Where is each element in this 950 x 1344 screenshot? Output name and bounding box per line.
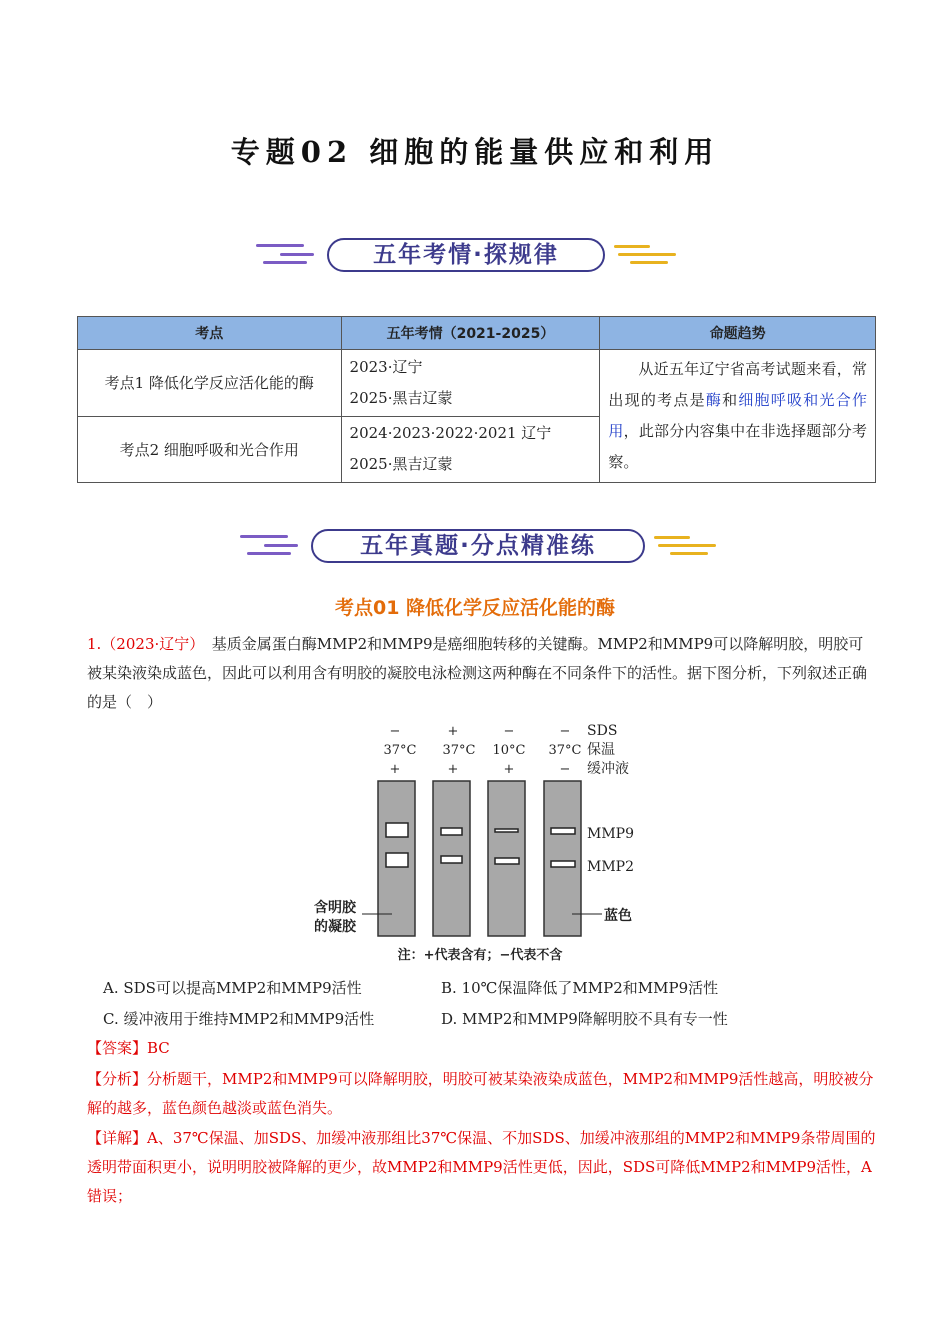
table-row xyxy=(78,350,876,417)
exam-year: 2023·辽宁 xyxy=(349,357,423,376)
fig-buffer-sign: + xyxy=(389,762,401,777)
trend-highlight: 细胞呼吸和光合作用 xyxy=(608,391,867,440)
exam-overview-table xyxy=(77,316,876,483)
banner-decor-line xyxy=(280,253,314,256)
trend-text: 从近五年辽宁省高考试题来看，常出现的考点是 xyxy=(608,360,867,409)
banner-decor-line xyxy=(240,535,288,538)
band-mmp9 xyxy=(551,828,575,834)
banner-decor-line xyxy=(630,261,668,264)
banner-practice xyxy=(0,527,950,567)
fig-note: 注：+代表含有；−代表不含 xyxy=(397,948,563,963)
fig-row-label: SDS xyxy=(587,723,618,739)
banner-decor-line xyxy=(247,552,291,555)
question-stem xyxy=(87,630,877,717)
option-a: A. SDS可以提高MMP2和MMP9活性 xyxy=(103,979,362,997)
fig-buffer-sign: + xyxy=(503,762,515,777)
detail-label: 【详解】 xyxy=(87,1129,148,1147)
banner-decor-line xyxy=(618,253,676,256)
trend-cell xyxy=(600,350,876,483)
fig-band-label: MMP2 xyxy=(587,859,634,875)
table-header-row xyxy=(78,317,876,350)
fig-sds-sign: + xyxy=(447,724,459,739)
banner-decor-line xyxy=(670,552,708,555)
exam-year: 2024·2023·2022·2021 辽宁 xyxy=(349,424,552,443)
fig-temp: 37°C xyxy=(383,743,417,758)
fig-sds-sign: − xyxy=(559,724,571,739)
band-mmp2 xyxy=(441,856,462,863)
band-mmp2 xyxy=(551,861,575,867)
banner-decor-line xyxy=(654,536,690,539)
analysis-label: 【分析】 xyxy=(87,1070,148,1088)
exam-year: 2025·黑吉辽蒙 xyxy=(349,455,453,474)
answer: 【答案】BC xyxy=(87,1039,170,1057)
table-header-cell: 考点 xyxy=(78,317,342,350)
fig-band-label: MMP9 xyxy=(587,826,634,842)
fig-buffer-sign: + xyxy=(447,762,459,777)
band-mmp9 xyxy=(386,823,408,837)
fig-gel-label: 的凝胶 xyxy=(314,919,356,935)
banner-title: 五年考情·探规律 xyxy=(327,238,605,272)
exam-point-cell: 考点1 降低化学反应活化能的酶 xyxy=(78,350,342,417)
exam-point-cell: 考点2 细胞呼吸和光合作用 xyxy=(78,416,342,483)
banner-decor-line xyxy=(614,245,650,248)
banner-exam-overview xyxy=(0,236,950,276)
band-mmp2 xyxy=(386,853,408,867)
question-source: 1.（2023·辽宁） xyxy=(87,635,197,653)
analysis xyxy=(87,1065,877,1123)
exam-years-cell xyxy=(341,350,600,417)
fig-temp: 37°C xyxy=(442,743,476,758)
analysis-text: 分析题干，MMP2和MMP9可以降解明胶，明胶可被某染液染成蓝色，MMP2和MMP9活性越高，明胶被分解的越多，蓝色颜色越淡或蓝色消失。 xyxy=(87,1070,874,1117)
detail-text: A、37℃保温、加SDS、加缓冲液那组比37℃保温、不加SDS、加缓冲液那组的MMP2和MMP9条带周围的透明带面积更小，说明明胶被降解的更少，故MMP2和MMP9活性更低，因此，SDS可降低MMP2和MMP9活性，A错误； xyxy=(87,1129,876,1205)
fig-sds-sign: − xyxy=(503,724,515,739)
fig-buffer-sign: − xyxy=(559,762,571,777)
band-mmp9 xyxy=(495,829,518,832)
trend-text: 和 xyxy=(722,391,739,409)
gel-lane xyxy=(544,781,581,936)
gel-electrophoresis-figure xyxy=(300,718,660,970)
banner-decor-line xyxy=(263,261,307,264)
fig-gel-label: 含明胶 xyxy=(314,900,356,916)
fig-temp: 10°C xyxy=(492,743,526,758)
fig-sds-sign: − xyxy=(389,724,401,739)
exam-year: 2025·黑吉辽蒙 xyxy=(349,388,453,407)
banner-decor-line xyxy=(256,244,304,247)
banner-title: 五年真题·分点精准练 xyxy=(311,529,645,563)
fig-temp: 37°C xyxy=(548,743,582,758)
trend-text: ，此部分内容集中在非选择题部分考察。 xyxy=(608,422,867,471)
question-text: 基质金属蛋白酶MMP2和MMP9是癌细胞转移的关键酶。MMP2和MMP9可以降解明胶，明胶可被某染液染成蓝色，因此可以利用含有明胶的凝胶电泳检测这两种酶在不同条件下的活性。据下图分析，下列叙述正确的是（ ） xyxy=(87,635,868,711)
banner-decor-line xyxy=(264,544,298,547)
page-title: 专题02 细胞的能量供应和利用 xyxy=(230,135,720,169)
exam-years-cell xyxy=(341,416,600,483)
option-d: D. MMP2和MMP9降解明胶不具有专一性 xyxy=(441,1010,728,1028)
option-c: C. 缓冲液用于维持MMP2和MMP9活性 xyxy=(103,1010,375,1028)
table-header-cell: 命题趋势 xyxy=(600,317,876,350)
trend-highlight: 酶 xyxy=(705,391,723,409)
banner-decor-line xyxy=(658,544,716,547)
band-mmp2 xyxy=(495,858,519,864)
fig-blue-label: 蓝色 xyxy=(604,908,632,924)
table-header-cell: 五年考情（2021-2025） xyxy=(341,317,600,350)
band-mmp9 xyxy=(441,828,462,835)
fig-row-label: 保温 xyxy=(587,742,615,758)
option-b: B. 10℃保温降低了MMP2和MMP9活性 xyxy=(441,979,719,997)
fig-row-label: 缓冲液 xyxy=(587,761,629,777)
section-title: 考点01 降低化学反应活化能的酶 xyxy=(334,597,616,619)
detail xyxy=(87,1124,877,1211)
